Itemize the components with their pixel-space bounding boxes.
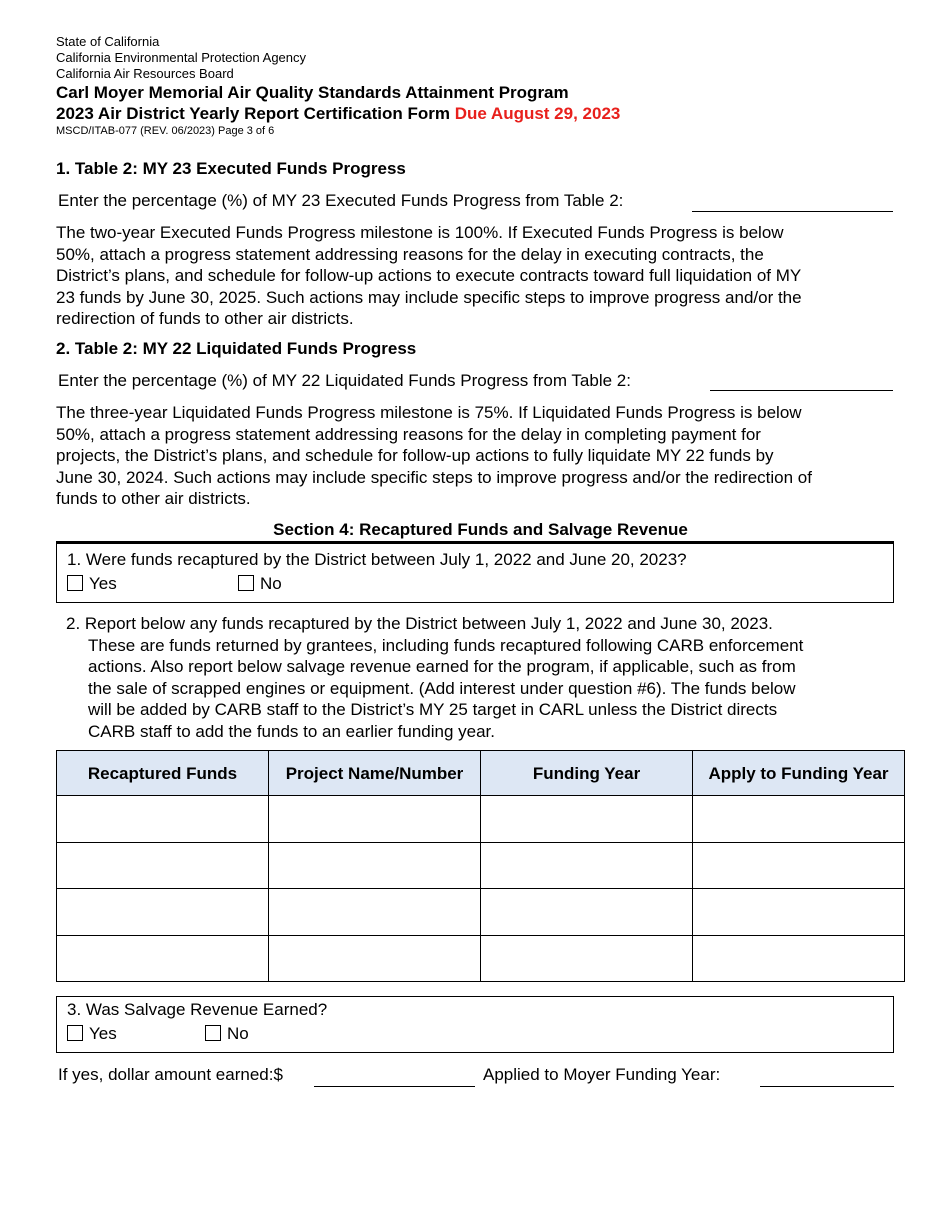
- table-row: [57, 796, 905, 843]
- item1-line: 23 funds by June 30, 2025. Such actions may include specific steps to improve progress and/or the: [56, 287, 802, 307]
- item1-line: The two-year Executed Funds Progress milestone is 100%. If Executed Funds Progress is below: [56, 223, 784, 242]
- col-project-name-number: Project Name/Number: [269, 751, 481, 796]
- item1-line: District’s plans, and schedule for follow-up actions to execute contracts toward full liquidation of MY: [56, 266, 802, 285]
- table-cell[interactable]: [693, 796, 905, 843]
- table-cell[interactable]: [57, 796, 269, 843]
- table-cell[interactable]: [57, 935, 269, 982]
- dollar-amount-label: If yes, dollar amount earned:$: [58, 1065, 283, 1084]
- q1-box: [56, 543, 894, 603]
- item1-percent-field[interactable]: [692, 211, 893, 212]
- table-row: [57, 842, 905, 889]
- q2-line: These are funds returned by grantees, including funds recaptured following CARB enforcement: [88, 635, 804, 655]
- q1-no-checkbox[interactable]: [238, 575, 254, 591]
- item1-heading: 1. Table 2: MY 23 Executed Funds Progress: [56, 159, 406, 178]
- table-cell[interactable]: [481, 842, 693, 889]
- q2-line: CARB staff to add the funds to an earlier funding year.: [88, 721, 495, 741]
- form-title: 2023 Air District Yearly Report Certification Form: [56, 104, 450, 123]
- applied-funding-year-label: Applied to Moyer Funding Year:: [483, 1065, 721, 1084]
- table-cell[interactable]: [481, 796, 693, 843]
- item2-line: June 30, 2024. Such actions may include specific steps to improve progress and/or the redirection of: [56, 467, 812, 487]
- q2-line: actions. Also report below salvage revenue earned for the program, if applicable, such as from: [88, 657, 796, 676]
- q3-yes-label: Yes: [89, 1024, 117, 1043]
- q3-no-label: No: [227, 1024, 249, 1043]
- header-line-board: California Air Resources Board: [56, 66, 234, 81]
- q1-no-option[interactable]: [238, 573, 282, 595]
- q2-line: 2. Report below any funds recaptured by the District between July 1, 2022 and June 30, 2023.: [66, 614, 773, 633]
- table-cell[interactable]: [693, 842, 905, 889]
- q1-no-label: No: [260, 574, 282, 593]
- q1-yes-label: Yes: [89, 574, 117, 593]
- item1-paragraph: [56, 222, 802, 330]
- table-row: [57, 889, 905, 936]
- q3-text: 3. Was Salvage Revenue Earned?: [67, 1000, 328, 1019]
- col-apply-to-funding-year: Apply to Funding Year: [693, 751, 905, 796]
- header-line-state: State of California: [56, 34, 160, 49]
- item2-prompt: Enter the percentage (%) of MY 22 Liquidated Funds Progress from Table 2:: [58, 371, 631, 390]
- q3-no-option[interactable]: [205, 1023, 249, 1045]
- q3-yes-checkbox[interactable]: [67, 1025, 83, 1041]
- col-funding-year: Funding Year: [481, 751, 693, 796]
- item2-line: funds to other air districts.: [56, 489, 251, 508]
- table-cell[interactable]: [57, 889, 269, 936]
- q3-yes-option[interactable]: [67, 1023, 117, 1045]
- item2-line: 50%, attach a progress statement addressing reasons for the delay in completing payment for: [56, 424, 761, 444]
- item1-line: redirection of funds to other air districts.: [56, 309, 354, 328]
- item2-line: The three-year Liquidated Funds Progress milestone is 75%. If Liquidated Funds Progress is below: [56, 403, 802, 422]
- q1-text: 1. Were funds recaptured by the District between July 1, 2022 and June 20, 2023?: [67, 550, 687, 569]
- table-cell[interactable]: [269, 796, 481, 843]
- table-cell[interactable]: [269, 889, 481, 936]
- q2-line: will be added by CARB staff to the District’s MY 25 target in CARL unless the District directs: [88, 700, 778, 719]
- form-title-line: [56, 104, 620, 124]
- q3-box: [56, 996, 894, 1053]
- form-id: MSCD/ITAB-077 (REV. 06/2023) Page 3 of 6: [56, 125, 275, 137]
- q1-yes-checkbox[interactable]: [67, 575, 83, 591]
- col-recaptured-funds: Recaptured Funds: [57, 751, 269, 796]
- recaptured-funds-table: [56, 750, 905, 982]
- item2-heading: 2. Table 2: MY 22 Liquidated Funds Progress: [56, 339, 417, 358]
- q2-line: the sale of scrapped engines or equipment. (Add interest under question #6). The funds below: [88, 678, 796, 698]
- table-header-row: [57, 751, 905, 796]
- applied-funding-year-field[interactable]: [760, 1086, 894, 1087]
- dollar-amount-field[interactable]: [314, 1086, 475, 1087]
- q1-yes-option[interactable]: [67, 573, 117, 595]
- section4-title: Section 4: Recaptured Funds and Salvage Revenue: [273, 520, 688, 539]
- item1-line: 50%, attach a progress statement addressing reasons for the delay in executing contracts, the: [56, 244, 764, 264]
- table-cell[interactable]: [481, 935, 693, 982]
- table-cell[interactable]: [693, 889, 905, 936]
- header-block: [56, 34, 306, 82]
- item2-line: projects, the District’s plans, and schedule for follow-up actions to fully liquidate MY 22 funds by: [56, 446, 774, 465]
- q2-paragraph: [66, 613, 803, 742]
- table-cell[interactable]: [57, 842, 269, 889]
- table-cell[interactable]: [269, 935, 481, 982]
- table-row: [57, 935, 905, 982]
- table-cell[interactable]: [269, 842, 481, 889]
- item2-paragraph: [56, 402, 812, 510]
- table-cell[interactable]: [481, 889, 693, 936]
- table-cell[interactable]: [693, 935, 905, 982]
- due-date: Due August 29, 2023: [454, 104, 621, 123]
- program-title: Carl Moyer Memorial Air Quality Standards Attainment Program: [56, 83, 569, 102]
- item1-prompt: Enter the percentage (%) of MY 23 Executed Funds Progress from Table 2:: [58, 191, 624, 210]
- header-line-agency: California Environmental Protection Agency: [56, 50, 307, 65]
- item2-percent-field[interactable]: [710, 390, 893, 391]
- q3-no-checkbox[interactable]: [205, 1025, 221, 1041]
